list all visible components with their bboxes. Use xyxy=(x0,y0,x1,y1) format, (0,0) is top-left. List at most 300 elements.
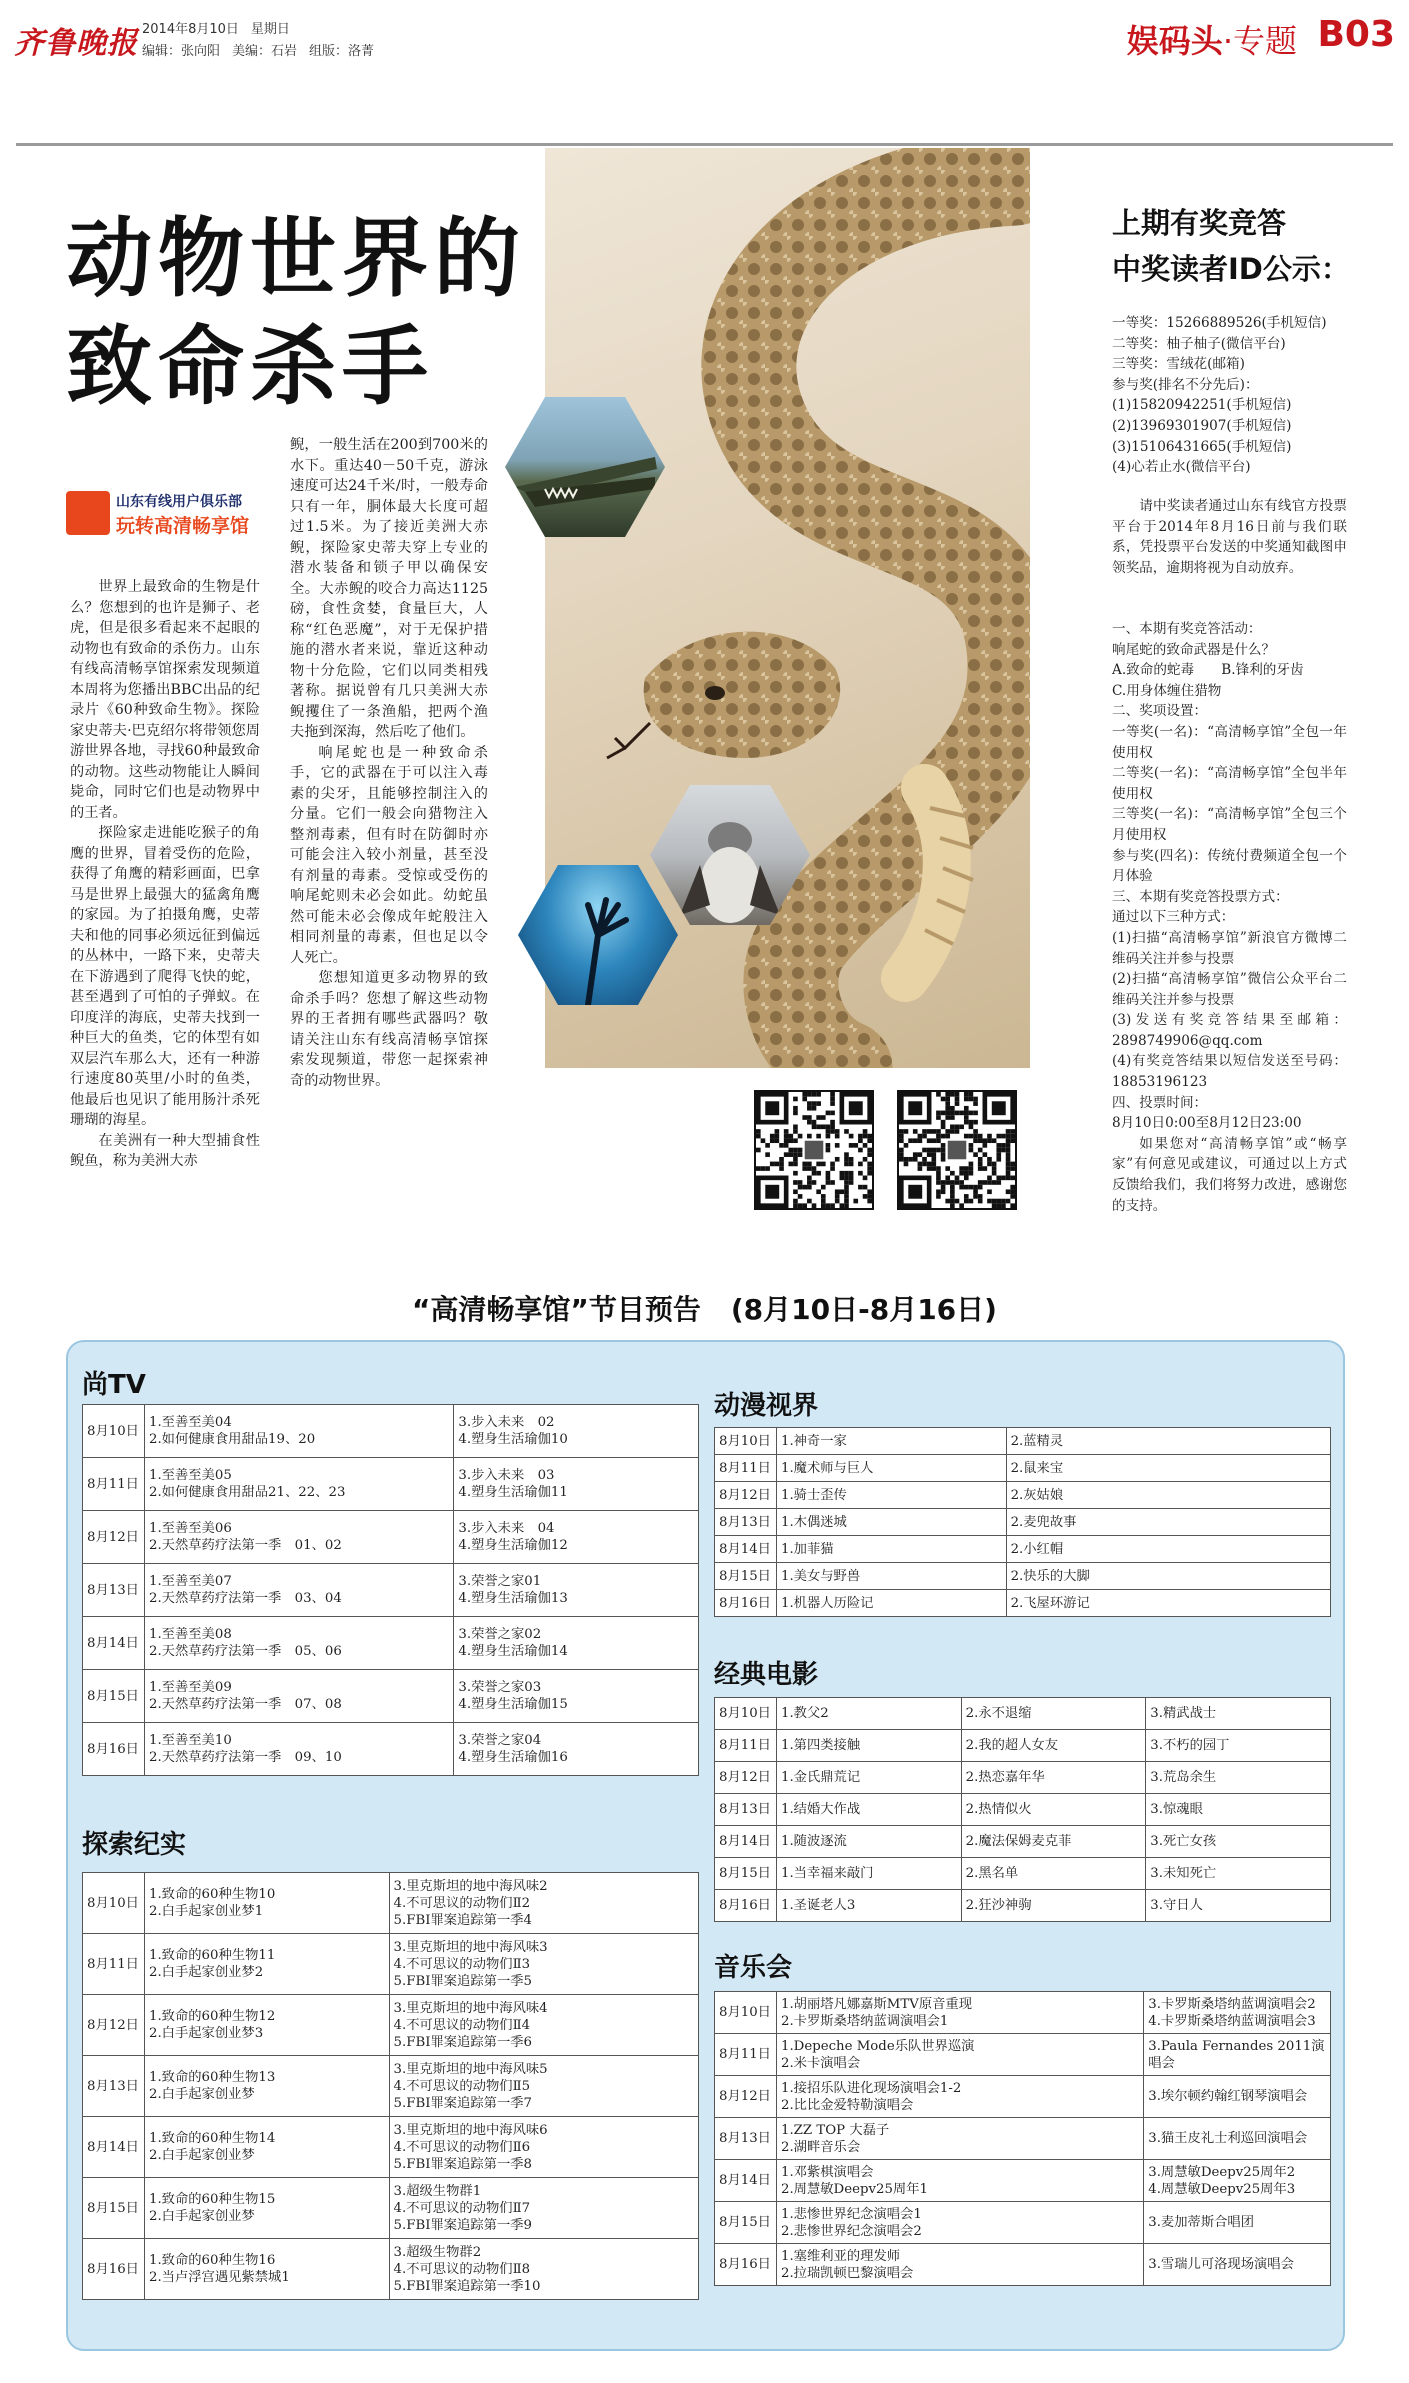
schedule-date xyxy=(715,1890,777,1922)
program-line: 3.里克斯坦的地中海风味6 xyxy=(393,2122,548,2138)
program-line: 8月13日 xyxy=(719,2131,771,2146)
program-line: 2.悲惨世界纪念演唱会2 xyxy=(780,2223,922,2239)
program-line: 2.拉瑞凯顿巴黎演唱会 xyxy=(780,2265,914,2281)
rule-line: 三、本期有奖竞答投票方式： xyxy=(1112,888,1289,905)
program-line: 3.惊魂眼 xyxy=(1150,1802,1203,1817)
article-column-left: 世界上最致命的生物是什么？您想到的也许是狮子、老虎，但是很多看起来不起眼的动物也有致命的杀伤力。山东有线高清畅享馆探索发现频道本周将为您播出BBC出品的纪录片《60种致命生物》。探险家史蒂夫·巴克绍尔将带领您周游世界各地，寻找60种最致命的动物。这些动物能让人瞬间毙命，同时它们也是动物界中的王者。 探险家走进能吃猴子的角鹰的世界，冒着受伤的危险，获得了角鹰的精彩画面，巴拿马是世界上最强大的猛禽角鹰的家园。为了拍摄角鹰，史蒂夫和他的同事必须远征到偏远的丛林中，一路下来，史蒂夫在下游遇到了爬得飞快的蛇，甚至遇到了可怕的子弹蚁。在印度洋的海底，史蒂夫找到一种巨大的鱼类，它的体型有如双层汽车那么大，还有一种游行速度80英里/小时的鱼类，他最后也见识了能用肠汁杀死珊瑚的海星。 在美洲有一种大型捕食性鲵鱼，称为美洲大赤 xyxy=(70,579,260,1169)
table-row xyxy=(715,2244,1331,2286)
program-line: 8月10日 xyxy=(719,1706,771,1721)
program-line: 2.永不退缩 xyxy=(965,1706,1032,1721)
schedule-programs xyxy=(776,1698,961,1730)
rule-line: 四、投票时间： xyxy=(1112,1094,1208,1111)
schedule-programs xyxy=(389,1934,698,1995)
rule-line: 三等奖(一名)：“高清畅享馆”全包三个月使用权 xyxy=(1112,806,1347,843)
program-line: 4.塑身生活瑜伽11 xyxy=(458,1485,568,1500)
program-line: 1.致命的60种生物16 xyxy=(148,2253,276,2268)
program-line: 5.FBI罪案追踪第一季7 xyxy=(393,2095,533,2111)
table-row xyxy=(715,1563,1331,1590)
program-line: 5.FBI罪案追踪第一季6 xyxy=(393,2034,533,2050)
schedule-date xyxy=(83,2117,145,2178)
schedule-date xyxy=(715,2202,777,2244)
program-line: 8月11日 xyxy=(719,1738,771,1753)
schedule-date xyxy=(83,2056,145,2117)
schedule-table xyxy=(82,1872,699,2300)
program-line: 4.不可思议的动物们Ⅱ5 xyxy=(393,2078,531,2094)
schedule-date xyxy=(83,2239,145,2300)
masthead xyxy=(0,0,1409,70)
program-line: 1.至善至美08 xyxy=(148,1627,232,1642)
schedule-date xyxy=(715,1794,777,1826)
program-line: 3.超级生物群1 xyxy=(393,2183,482,2199)
table-row xyxy=(83,2239,699,2300)
program-line: 4.不可思议的动物们Ⅱ6 xyxy=(393,2139,531,2155)
program-line: 2.卡罗斯桑塔纳蓝调演唱会1 xyxy=(780,2013,949,2029)
program-line: 8月15日 xyxy=(719,1866,771,1881)
program-line: 4.周慧敏Deepv25周年3 xyxy=(1148,2181,1296,2197)
program-line: 1.至善至美10 xyxy=(148,1733,232,1748)
program-line: 2.黑名单 xyxy=(965,1866,1019,1881)
table-row xyxy=(715,2118,1331,2160)
table-row xyxy=(83,1873,699,1934)
schedule-programs xyxy=(1146,1858,1331,1890)
rule-line: (2)扫描“高清畅享馆”微信公众平台二维码关注并参与投票 xyxy=(1112,971,1347,1008)
program-line: 1.至善至美04 xyxy=(148,1415,232,1430)
program-line: 3.守日人 xyxy=(1150,1898,1203,1913)
schedule-programs xyxy=(1146,1730,1331,1762)
schedule-programs xyxy=(144,1564,453,1617)
rule-line: 二等奖(一名)：“高清畅享馆”全包半年使用权 xyxy=(1112,765,1347,802)
table-row xyxy=(83,2056,699,2117)
schedule-programs xyxy=(1146,1794,1331,1826)
program-line: 1.随波逐流 xyxy=(780,1834,847,1849)
winners-notice: 请中奖读者通过山东有线官方投票平台于2014年8月16日前与我们联系，凭投票平台发送的中奖通知截图申领奖品，逾期将视为自动放弃。 xyxy=(1112,498,1347,576)
program-line: 8月10日 xyxy=(87,1895,139,1911)
program-line: 8月15日 xyxy=(87,1688,139,1704)
schedule-programs xyxy=(1006,1482,1330,1509)
rule-line: 8月10日0:00至8月12日23:00 xyxy=(1112,1115,1302,1132)
table-row xyxy=(715,1455,1331,1482)
table-row xyxy=(715,1509,1331,1536)
schedule-programs xyxy=(1006,1563,1330,1590)
schedule-date xyxy=(715,1482,777,1509)
schedule-programs xyxy=(776,1455,1006,1482)
winners-title: 上期有奖竞答 中奖读者ID公示： xyxy=(1112,206,1350,286)
program-line: 1.结婚大作战 xyxy=(780,1802,861,1817)
schedule-programs xyxy=(776,2034,1143,2076)
program-line: 1.塞维利亚的理发师 xyxy=(780,2248,901,2264)
header-rule xyxy=(16,143,1393,146)
schedule-programs xyxy=(776,1826,961,1858)
table-row xyxy=(715,1698,1331,1730)
schedule-date xyxy=(715,1563,777,1590)
program-line: 1.金氏鼎荒记 xyxy=(780,1770,861,1785)
program-line: 8月10日 xyxy=(719,1433,771,1449)
schedule-date xyxy=(83,1511,145,1564)
program-line: 8月16日 xyxy=(87,1741,139,1757)
schedule-programs xyxy=(389,2178,698,2239)
program-line: 3.精武战士 xyxy=(1150,1706,1217,1721)
program-line: 2.如何健康食用甜品21、22、23 xyxy=(148,1485,346,1500)
program-line: 5.FBI罪案追踪第一季8 xyxy=(393,2156,533,2172)
program-line: 2.灰姑娘 xyxy=(1010,1487,1064,1503)
program-line: 1.至善至美05 xyxy=(148,1468,232,1483)
table-row xyxy=(83,1405,699,1458)
table-row xyxy=(715,1762,1331,1794)
table-row xyxy=(715,1992,1331,2034)
schedule-table xyxy=(82,1404,699,1776)
table-row xyxy=(715,1428,1331,1455)
schedule-date xyxy=(715,1590,777,1617)
schedule-programs xyxy=(961,1762,1146,1794)
table-row xyxy=(83,1458,699,1511)
program-line: 2.湖畔音乐会 xyxy=(780,2139,861,2155)
program-line: 1.教父2 xyxy=(780,1706,829,1721)
program-line: 3.雪瑞儿可洛现场演唱会 xyxy=(1148,2257,1294,2272)
program-line: 1.ZZ TOP 大磊子 xyxy=(780,2122,890,2138)
club-badge xyxy=(66,491,261,537)
schedule-programs xyxy=(454,1723,699,1776)
program-line: 2.白手起家创业梦1 xyxy=(148,1904,264,1919)
newspaper-logo: 齐鲁晚报 xyxy=(14,26,138,61)
program-line: 8月12日 xyxy=(719,1770,771,1785)
program-line: 1.神奇一家 xyxy=(780,1433,847,1449)
program-line: 3.荣誉之家02 xyxy=(458,1627,542,1642)
rule-line: 参与奖(四名)：传统付费频道全包一个月体验 xyxy=(1112,847,1347,885)
schedule-programs xyxy=(144,1934,389,1995)
program-line: 8月15日 xyxy=(719,2215,771,2230)
program-line: 2.米卡演唱会 xyxy=(780,2055,861,2071)
editor-credits: 编辑：张向阳 美编：石岩 组版：洛菁 xyxy=(142,44,375,59)
program-line: 4.塑身生活瑜伽16 xyxy=(458,1750,568,1765)
schedule-programs xyxy=(776,1992,1143,2034)
program-line: 1.至善至美09 xyxy=(148,1680,232,1695)
table-row xyxy=(715,1890,1331,1922)
schedule-programs xyxy=(144,1458,453,1511)
schedule-table xyxy=(714,1697,1331,1922)
program-line: 8月12日 xyxy=(719,1487,771,1503)
schedule-programs xyxy=(961,1730,1146,1762)
schedule-date xyxy=(715,1455,777,1482)
schedule-date xyxy=(715,1698,777,1730)
program-line: 8月13日 xyxy=(719,1514,771,1530)
program-line: 3.周慧敏Deepv25周年2 xyxy=(1148,2164,1296,2180)
program-line: 1.致命的60种生物15 xyxy=(148,2192,276,2207)
schedule-date xyxy=(83,1934,145,1995)
schedule-date xyxy=(715,2244,777,2286)
program-line: 1.机器人历险记 xyxy=(780,1595,874,1611)
table-row xyxy=(83,1934,699,1995)
schedule-date xyxy=(715,2118,777,2160)
rule-line: (1)扫描“高清畅享馆”新浪官方微博二维码关注并参与投票 xyxy=(1112,929,1347,967)
schedule-programs xyxy=(454,1564,699,1617)
schedule-table xyxy=(714,1427,1331,1617)
schedule-programs xyxy=(144,2239,389,2300)
program-line: 4.不可思议的动物们Ⅱ2 xyxy=(393,1895,531,1911)
program-line: 5.FBI罪案追踪第一季5 xyxy=(393,1973,533,1989)
program-line: 3.荣誉之家03 xyxy=(458,1680,542,1695)
program-line: 2.狂沙神驹 xyxy=(965,1898,1032,1913)
table-row xyxy=(83,1995,699,2056)
schedule-date xyxy=(83,1617,145,1670)
schedule-programs xyxy=(1006,1590,1330,1617)
schedule-programs xyxy=(144,1405,453,1458)
program-line: 8月13日 xyxy=(87,1582,139,1598)
table-row xyxy=(83,1670,699,1723)
schedule-programs xyxy=(389,1873,698,1934)
schedule-date xyxy=(83,1564,145,1617)
table-row xyxy=(715,1536,1331,1563)
program-line: 2.当卢浮宫遇见紫禁城1 xyxy=(148,2270,290,2285)
schedule-programs xyxy=(144,1511,453,1564)
schedule-programs xyxy=(454,1458,699,1511)
program-line: 1.骑士歪传 xyxy=(780,1487,847,1503)
program-line: 2.如何健康食用甜品19、20 xyxy=(148,1432,316,1447)
program-line: 1.邓紫棋演唱会 xyxy=(780,2164,874,2180)
schedule-programs xyxy=(776,1890,961,1922)
program-line: 1.致命的60种生物11 xyxy=(148,1948,276,1963)
rule-line: 如果您对“高清畅享馆”或“畅享家”有何意见或建议，可通过以上方式反馈给我们，我们将努力改进，感谢您的支持。 xyxy=(1112,1135,1347,1214)
program-line: 3.未知死亡 xyxy=(1150,1866,1217,1881)
program-line: 3.里克斯坦的地中海风味2 xyxy=(393,1878,548,1894)
schedule-section-title: 探索纪实 xyxy=(82,1830,187,1860)
program-line: 8月15日 xyxy=(87,2200,139,2216)
program-line: 4.塑身生活瑜伽10 xyxy=(458,1432,568,1447)
program-line: 8月16日 xyxy=(719,1898,771,1913)
schedule-programs xyxy=(776,1482,1006,1509)
rule-line: 一等奖(一名)：“高清畅享馆”全包一年使用权 xyxy=(1112,723,1347,761)
schedule-programs xyxy=(776,1536,1006,1563)
schedule-programs xyxy=(144,1723,453,1776)
schedule-programs xyxy=(1006,1509,1330,1536)
program-line: 3.死亡女孩 xyxy=(1150,1834,1217,1849)
table-row xyxy=(715,2202,1331,2244)
schedule-programs xyxy=(776,2076,1143,2118)
program-line: 1.当幸福来敲门 xyxy=(780,1866,874,1881)
schedule-programs xyxy=(961,1826,1146,1858)
program-line: 1.第四类接触 xyxy=(780,1738,861,1753)
schedule-programs xyxy=(776,1730,961,1762)
program-line: 2.天然草药疗法第一季 03、04 xyxy=(148,1591,342,1606)
schedule-programs xyxy=(776,2202,1143,2244)
table-row xyxy=(715,2160,1331,2202)
table-row xyxy=(715,1730,1331,1762)
schedule-programs xyxy=(1006,1428,1330,1455)
program-line: 1.美女与野兽 xyxy=(780,1568,861,1584)
program-line: 1.魔术师与巨人 xyxy=(780,1460,874,1476)
program-line: 2.天然草药疗法第一季 05、06 xyxy=(148,1644,342,1659)
rule-line: C.用身体缠住猎物 xyxy=(1112,682,1222,699)
table-row xyxy=(83,2117,699,2178)
table-row xyxy=(715,1826,1331,1858)
schedule-date xyxy=(83,1405,145,1458)
table-row xyxy=(715,2034,1331,2076)
program-line: 3.步入未来 04 xyxy=(458,1521,555,1536)
schedule-date xyxy=(715,2076,777,2118)
program-line: 4.不可思议的动物们Ⅱ3 xyxy=(393,1956,531,1972)
program-line: 4.不可思议的动物们Ⅱ7 xyxy=(393,2200,531,2216)
program-line: 8月14日 xyxy=(87,2139,139,2155)
program-line: 1.接招乐队进化现场演唱会1-2 xyxy=(780,2080,962,2096)
table-row xyxy=(83,1723,699,1776)
schedule-programs xyxy=(454,1405,699,1458)
schedule-programs xyxy=(1144,1992,1331,2034)
schedule-programs xyxy=(776,2160,1143,2202)
rule-line: 响尾蛇的致命武器是什么？ xyxy=(1112,641,1276,658)
section-name: 娱码头·专题 xyxy=(1126,22,1297,60)
program-line: 8月10日 xyxy=(719,2005,771,2020)
program-line: 2.比比金爱特勒演唱会 xyxy=(780,2097,914,2113)
schedule-programs xyxy=(776,2244,1143,2286)
schedule-table xyxy=(714,1991,1331,2286)
rule-line: 二、奖项设置： xyxy=(1112,703,1208,720)
schedule-date xyxy=(715,2034,777,2076)
headline: 动物世界的 致命杀手 xyxy=(66,209,526,417)
program-line: 3.步入未来 03 xyxy=(458,1468,555,1483)
program-line: 2.白手起家创业梦2 xyxy=(148,1965,264,1980)
schedule-programs xyxy=(961,1698,1146,1730)
program-line: 8月11日 xyxy=(87,1956,139,1972)
schedule-programs xyxy=(1144,2244,1331,2286)
program-line: 1.致命的60种生物13 xyxy=(148,2070,276,2085)
table-row xyxy=(83,1617,699,1670)
program-line: 2.我的超人女友 xyxy=(965,1738,1059,1753)
program-line: 3.Paula Fernandes 2011演唱会 xyxy=(1148,2038,1325,2071)
wechat-qr-code xyxy=(897,1090,1017,1210)
program-line: 1.致命的60种生物12 xyxy=(148,2009,276,2024)
program-line: 5.FBI罪案追踪第一季10 xyxy=(393,2278,541,2294)
schedule-date xyxy=(715,1992,777,2034)
program-line: 4.塑身生活瑜伽12 xyxy=(458,1538,568,1553)
schedule-programs xyxy=(776,1563,1006,1590)
schedule-programs xyxy=(1146,1698,1331,1730)
program-line: 4.塑身生活瑜伽15 xyxy=(458,1697,568,1712)
program-line: 2.飞屋环游记 xyxy=(1010,1595,1090,1611)
program-line: 3.埃尔顿约翰红钢琴演唱会 xyxy=(1148,2089,1308,2104)
schedule-programs xyxy=(1146,1762,1331,1794)
program-line: 8月16日 xyxy=(719,1595,771,1611)
schedule-date xyxy=(715,1428,777,1455)
program-line: 8月16日 xyxy=(87,2261,139,2277)
program-line: 1.胡丽塔凡娜嘉斯MTV原音重现 xyxy=(780,1996,973,2012)
program-line: 2.天然草药疗法第一季 07、08 xyxy=(148,1697,342,1712)
program-line: 2.白手起家创业梦3 xyxy=(148,2026,264,2041)
schedule-date xyxy=(83,1873,145,1934)
schedule-programs xyxy=(776,1509,1006,1536)
article-column-middle: 鲵，一般生活在200到700米的水下。重达40－50千克，游泳速度可达24千米/时，一般寿命只有一年，胴体最大长度可超过1.5米。为了接近美洲大赤鲵，探险家史蒂夫穿上专业的潜水装备和锁子甲以确保安全。大赤鲵的咬合力高达1125磅，食性贪婪，食量巨大，人称“红色恶魔”，对于无保护措施的潜水者来说，靠近这种动物十分危险，它们以同类相残著称。据说曾有几只美洲大赤鲵攫住了一条渔船，把两个渔夫拖到深海，然后吃了他们。 响尾蛇也是一种致命杀手，它的武器在于可以注入毒素的尖牙，且能够控制注入的分量。它们一般会向猎物注入整剂毒素，但有时在防御时亦可能会注入较小剂量，甚至没有剂量的毒素。受惊或受伤的响尾蛇则未必会如此。幼蛇虽然可能未必会像成年蛇般注入相同剂量的毒素，但也足以令人死亡。 您想知道更多动物界的致命杀手吗？您想了解这些动物界的王者拥有哪些武器吗？敬请关注山东有线高清畅享馆探索发现频道，带您一起探索神奇的动物世界。 xyxy=(290,437,488,1089)
program-line: 8月11日 xyxy=(719,2047,771,2062)
program-line: 3.荣誉之家04 xyxy=(458,1733,542,1748)
program-line: 8月12日 xyxy=(87,2017,139,2033)
rule-line: 一、本期有奖竞答活动： xyxy=(1112,621,1262,637)
schedule-programs xyxy=(1146,1890,1331,1922)
schedule-programs xyxy=(454,1617,699,1670)
schedule-date xyxy=(83,1995,145,2056)
schedule-date xyxy=(83,2178,145,2239)
schedule-programs xyxy=(144,2117,389,2178)
schedule-programs xyxy=(1144,2160,1331,2202)
program-line: 2.鼠来宝 xyxy=(1010,1460,1064,1476)
schedule-section-title: 经典电影 xyxy=(714,1660,819,1690)
table-row xyxy=(715,1858,1331,1890)
program-line: 4.塑身生活瑜伽13 xyxy=(458,1591,568,1606)
schedule-programs xyxy=(776,1794,961,1826)
table-row xyxy=(83,1564,699,1617)
table-row xyxy=(83,2178,699,2239)
program-line: 4.塑身生活瑜伽14 xyxy=(458,1644,568,1659)
program-line: 3.里克斯坦的地中海风味3 xyxy=(393,1939,548,1955)
qr-pattern xyxy=(756,1092,872,1208)
schedule-section-title: 音乐会 xyxy=(714,1953,793,1983)
schedule-programs xyxy=(144,2056,389,2117)
schedule-programs xyxy=(1006,1536,1330,1563)
schedule-programs xyxy=(961,1890,1146,1922)
program-line: 8月14日 xyxy=(719,1834,771,1849)
schedule-programs xyxy=(389,2056,698,2117)
winners-list: 一等奖：15266889526(手机短信) 二等奖：柚子柚子(微信平台) 三等奖：雪绒花(邮箱) 参与奖(排名不分先后)： (1)15820942251(手机短信) (2)13969301907(手机短信) (3)15106431665(手机短信) (4)心若止水(微信平台) xyxy=(1112,315,1327,476)
schedule-programs xyxy=(776,1428,1006,1455)
club-slogan: 玩转高清畅享馆 xyxy=(116,515,250,537)
program-line: 8月13日 xyxy=(719,1802,771,1817)
schedule-date xyxy=(83,1670,145,1723)
program-line: 8月14日 xyxy=(719,1541,771,1557)
rule-line: (4)有奖竞答结果以短信发送至号码：18853196123 xyxy=(1112,1053,1347,1091)
schedule-section-title: 动漫视界 xyxy=(714,1391,819,1421)
schedule-programs xyxy=(144,1995,389,2056)
program-line: 3.猫王皮礼士利巡回演唱会 xyxy=(1148,2131,1308,2146)
program-line: 1.至善至美06 xyxy=(148,1521,232,1536)
table-row xyxy=(715,1590,1331,1617)
program-line: 2.白手起家创业梦 xyxy=(148,2087,255,2102)
schedule-programs xyxy=(389,2117,698,2178)
program-line: 8月11日 xyxy=(719,1460,771,1476)
program-line: 3.麦加蒂斯合唱团 xyxy=(1148,2215,1255,2230)
schedule-programs xyxy=(776,1762,961,1794)
schedule-date xyxy=(715,1826,777,1858)
program-line: 3.荒岛余生 xyxy=(1150,1770,1217,1785)
qr-pattern xyxy=(899,1092,1015,1208)
program-line: 5.FBI罪案追踪第一季4 xyxy=(393,1912,533,1928)
program-line: 2.麦兜故事 xyxy=(1010,1514,1077,1530)
program-line: 5.FBI罪案追踪第一季9 xyxy=(393,2217,533,2233)
program-line: 2.快乐的大脚 xyxy=(1010,1568,1090,1584)
program-line: 1.致命的60种生物10 xyxy=(148,1887,276,1902)
schedule-date xyxy=(715,1536,777,1563)
program-line: 2.热情似火 xyxy=(965,1802,1032,1817)
schedule-heading: “高清畅享馆”节目预告 (8月10日-8月16日) xyxy=(412,1293,997,1326)
program-line: 1.至善至美07 xyxy=(148,1574,232,1589)
schedule-section-title: 尚TV xyxy=(82,1370,146,1400)
program-line: 3.步入未来 02 xyxy=(458,1415,555,1430)
program-line: 3.不朽的园丁 xyxy=(1150,1738,1230,1753)
schedule-programs xyxy=(1144,2118,1331,2160)
schedule-programs xyxy=(1146,1826,1331,1858)
program-line: 8月15日 xyxy=(719,1568,771,1584)
schedule-programs xyxy=(454,1511,699,1564)
schedule-programs xyxy=(1006,1455,1330,1482)
schedule-date xyxy=(715,2160,777,2202)
club-name: 山东有线用户俱乐部 xyxy=(116,494,242,510)
program-line: 8月12日 xyxy=(719,2089,771,2104)
page-number: B03 xyxy=(1317,14,1395,55)
program-line: 2.魔法保姆麦克菲 xyxy=(965,1834,1072,1849)
program-line: 4.卡罗斯桑塔纳蓝调演唱会3 xyxy=(1148,2013,1316,2029)
schedule-panel xyxy=(66,1340,1345,2351)
schedule-date xyxy=(715,1762,777,1794)
program-line: 8月11日 xyxy=(87,1476,139,1492)
schedule-programs xyxy=(1144,2076,1331,2118)
program-line: 2.周慧敏Deepv25周年1 xyxy=(780,2181,928,2197)
program-line: 3.里克斯坦的地中海风味5 xyxy=(393,2061,548,2077)
